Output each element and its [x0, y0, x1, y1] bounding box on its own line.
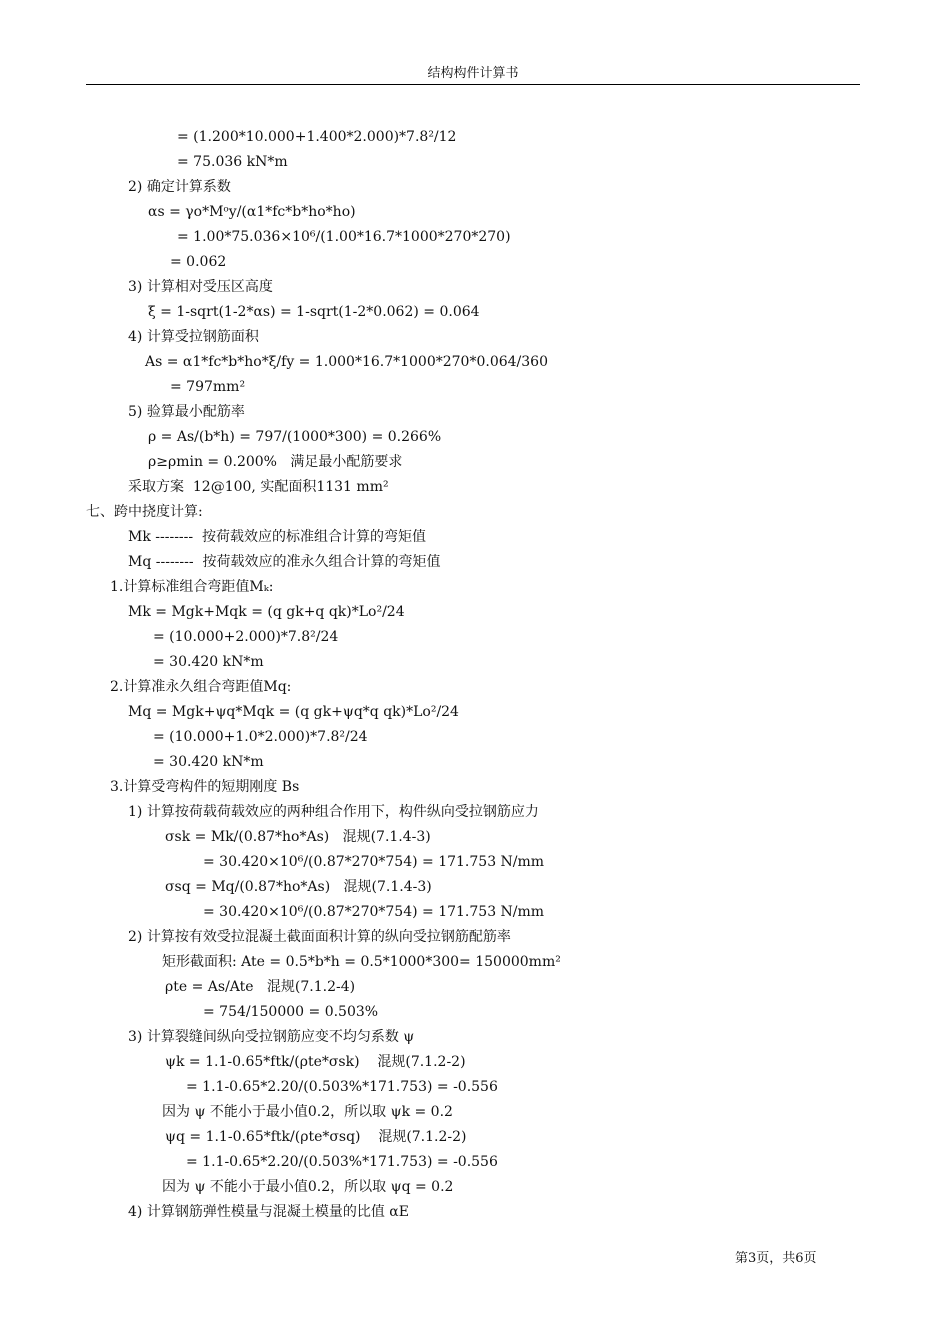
text-line: ρ = As/(b*h) = 797/(1000*300) = 0.266% — [148, 429, 442, 445]
text-line: = 30.420 kN*m — [153, 754, 264, 770]
text-line: 3.计算受弯构件的短期刚度 Bs — [110, 779, 300, 795]
text-line: 3) 计算相对受压区高度 — [128, 279, 273, 295]
text-line: = 754/150000 = 0.503% — [203, 1004, 379, 1020]
text-line: = 797mm² — [170, 379, 246, 395]
text-line: 1.计算标准组合弯距值Mₖ: — [110, 579, 274, 595]
text-line: = 30.420×10⁶/(0.87*270*754) = 171.753 N/mm — [203, 854, 545, 870]
text-line: 4) 计算受拉钢筋面积 — [128, 329, 259, 345]
text-line: ρte = As/Ate 混规(7.1.2-4) — [165, 979, 356, 995]
text-line: 矩形截面积: Ate = 0.5*b*h = 0.5*1000*300= 150000mm² — [162, 954, 561, 970]
text-line: αs = γo*Mᵒy/(α1*fc*b*ho*ho) — [148, 204, 356, 220]
text-line: Mk -------- 按荷载效应的标准组合计算的弯矩值 — [128, 529, 427, 545]
text-line: 2.计算准永久组合弯距值Mq: — [110, 679, 292, 695]
text-line: = 30.420 kN*m — [153, 654, 264, 670]
text-line: = (10.000+2.000)*7.8²/24 — [153, 629, 339, 645]
text-line: 七、跨中挠度计算: — [86, 504, 203, 520]
text-line: 因为 ψ 不能小于最小值0.2，所以取 ψk = 0.2 — [162, 1104, 453, 1120]
text-line: As = α1*fc*b*ho*ξ/fy = 1.000*16.7*1000*270*0.064/360 — [145, 354, 548, 370]
text-line: = 1.1-0.65*2.20/(0.503%*171.753) = -0.556 — [186, 1154, 498, 1170]
text-line: 采取方案 12@100, 实配面积1131 mm² — [128, 479, 389, 495]
text-line: 2) 计算按有效受拉混凝土截面面积计算的纵向受拉钢筋配筋率 — [128, 929, 511, 945]
text-line: 3) 计算裂缝间纵向受拉钢筋应变不均匀系数 ψ — [128, 1029, 415, 1045]
text-line: ξ = 1-sqrt(1-2*αs) = 1-sqrt(1-2*0.062) = 0.064 — [148, 304, 480, 320]
text-line: Mk = Mgk+Mqk = (q gk+q qk)*Lo²/24 — [128, 604, 405, 620]
text-line: Mq -------- 按荷载效应的准永久组合计算的弯矩值 — [128, 554, 441, 570]
text-line: 5) 验算最小配筋率 — [128, 404, 245, 420]
page-header: 结构构件计算书 — [86, 62, 860, 85]
text-line: Mq = Mgk+ψq*Mqk = (q gk+ψq*q qk)*Lo²/24 — [128, 704, 459, 720]
text-line: 4) 计算钢筋弹性模量与混凝土模量的比值 αE — [128, 1204, 409, 1220]
text-line: σsk = Mk/(0.87*ho*As) 混规(7.1.4-3) — [165, 829, 431, 845]
text-line: = 1.00*75.036×10⁶/(1.00*16.7*1000*270*270) — [177, 229, 511, 245]
text-line: ψq = 1.1-0.65*ftk/(ρte*σsq) 混规(7.1.2-2) — [165, 1129, 467, 1145]
text-line: = (1.200*10.000+1.400*2.000)*7.8²/12 — [177, 129, 457, 145]
text-line: 1) 计算按荷载荷载效应的两种组合作用下，构件纵向受拉钢筋应力 — [128, 804, 539, 820]
text-line: = (10.000+1.0*2.000)*7.8²/24 — [153, 729, 368, 745]
text-line: = 75.036 kN*m — [177, 154, 288, 170]
text-line: = 0.062 — [170, 254, 227, 270]
text-line: = 30.420×10⁶/(0.87*270*754) = 171.753 N/mm — [203, 904, 545, 920]
page-footer: 第3页，共6页 — [735, 1251, 817, 1266]
text-line: = 1.1-0.65*2.20/(0.503%*171.753) = -0.556 — [186, 1079, 498, 1095]
text-line: 2) 确定计算系数 — [128, 179, 231, 195]
text-line: ρ≥ρmin = 0.200% 满足最小配筋要求 — [148, 454, 403, 470]
text-line: σsq = Mq/(0.87*ho*As) 混规(7.1.4-3) — [165, 879, 432, 895]
text-line: 因为 ψ 不能小于最小值0.2，所以取 ψq = 0.2 — [162, 1179, 454, 1195]
text-line: ψk = 1.1-0.65*ftk/(ρte*σsk) 混规(7.1.2-2) — [165, 1054, 466, 1070]
